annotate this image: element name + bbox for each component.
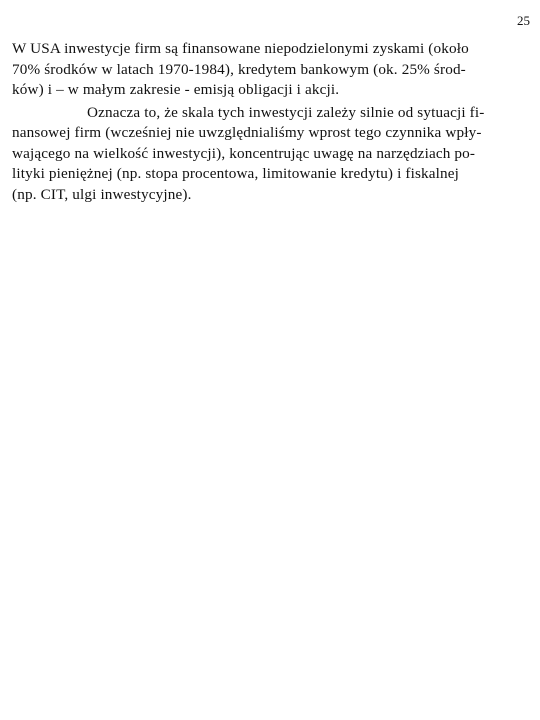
paragraph-2 bbox=[12, 103, 520, 206]
paragraph-1 bbox=[12, 39, 520, 101]
text-line: ków) i – w małym zakresie - emisją obligacji i akcji. bbox=[12, 81, 340, 98]
text-line: 70% środków w latach 1970-1984), kredytem bankowym (ok. 25% środ- bbox=[12, 60, 466, 78]
text-line: (np. CIT, ulgi inwestycyjne). bbox=[12, 185, 192, 203]
body-text bbox=[12, 39, 520, 205]
page-number: 25 bbox=[517, 13, 530, 28]
text-line: W USA inwestycje firm są finansowane niepodzielonymi zyskami (około bbox=[12, 40, 469, 57]
text-line: lityki pieniężnej (np. stopa procentowa, limitowanie kredytu) i fiskalnej bbox=[12, 165, 460, 182]
text-line: Oznacza to, że skala tych inwestycji zależy silnie od sytuacji fi- bbox=[87, 103, 485, 121]
text-line: nansowej firm (wcześniej nie uwzględnialiśmy wprost tego czynnika wpły- bbox=[12, 124, 482, 141]
text-line: wającego na wielkość inwestycji), koncentrując uwagę na narzędziach po- bbox=[12, 144, 476, 162]
text-line-indented bbox=[12, 103, 520, 124]
